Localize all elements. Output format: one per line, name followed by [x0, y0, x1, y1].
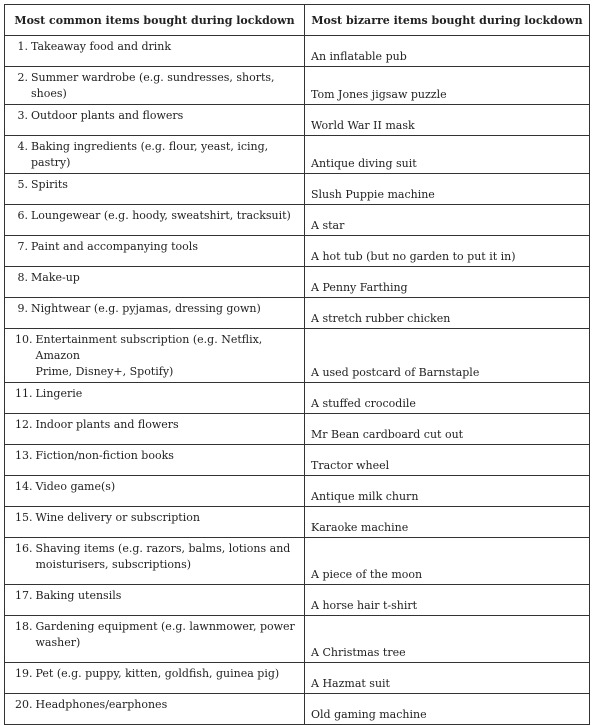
item-number: 17. — [15, 589, 33, 602]
item-number: 10. — [15, 333, 33, 346]
common-item-label: Entertainment subscription (e.g. Netflix, Amazon — [35, 333, 263, 362]
bizarre-item-cell: A star — [305, 205, 590, 236]
common-item-cell — [5, 136, 305, 174]
common-item-label: Baking utensils — [35, 589, 122, 602]
header-common-items: Most common items bought during lockdown — [5, 5, 305, 36]
common-item-cell — [5, 298, 305, 329]
bizarre-item-cell: A Hazmat suit — [305, 663, 590, 694]
lockdown-items-table-container — [4, 4, 590, 725]
common-item — [15, 332, 298, 380]
bizarre-item-cell: A used postcard of Barnstaple — [305, 329, 590, 383]
common-item-cell — [5, 105, 305, 136]
table-row — [5, 267, 590, 298]
item-number: 12. — [15, 418, 33, 431]
header-bizarre-items: Most bizarre items bought during lockdown — [305, 5, 590, 36]
common-item — [15, 417, 298, 433]
common-item-cell — [5, 538, 305, 585]
item-number: 4. — [17, 140, 28, 153]
bizarre-item-cell: A Penny Farthing — [305, 267, 590, 298]
common-item-label: Summer wardrobe (e.g. sundresses, shorts, shoes) — [31, 71, 275, 100]
common-item-cell — [5, 694, 305, 725]
item-number: 14. — [15, 480, 33, 493]
item-number: 8. — [17, 271, 28, 284]
table-row — [5, 585, 590, 616]
table-row — [5, 538, 590, 585]
common-item-cell — [5, 383, 305, 414]
common-item-cell — [5, 329, 305, 383]
item-number: 2. — [17, 71, 28, 84]
common-item-text — [31, 208, 298, 224]
item-number: 15. — [15, 511, 33, 524]
table-row — [5, 329, 590, 383]
item-number: 9. — [17, 302, 28, 315]
common-item-cell — [5, 663, 305, 694]
common-item — [15, 448, 298, 464]
common-item-label: Pet (e.g. puppy, kitten, goldfish, guinea pig) — [35, 667, 280, 680]
item-number: 19. — [15, 667, 33, 680]
common-item-text — [31, 139, 298, 171]
common-item — [15, 588, 298, 604]
common-item — [15, 301, 298, 317]
common-item — [15, 139, 298, 171]
common-item — [15, 479, 298, 495]
table-row — [5, 663, 590, 694]
common-item-text — [31, 70, 298, 102]
common-item-label: Nightwear (e.g. pyjamas, dressing gown) — [31, 302, 261, 315]
item-number: 13. — [15, 449, 33, 462]
item-number: 11. — [15, 387, 33, 400]
item-number: 6. — [17, 209, 28, 222]
item-number: 5. — [17, 178, 28, 191]
common-item-label: Make-up — [31, 271, 80, 284]
common-item-text — [31, 177, 298, 193]
common-item — [15, 39, 298, 55]
table-row — [5, 205, 590, 236]
common-item — [15, 208, 298, 224]
common-item-cell — [5, 36, 305, 67]
common-item-label: Outdoor plants and flowers — [31, 109, 184, 122]
common-item-cell — [5, 267, 305, 298]
common-item-text — [36, 541, 299, 573]
common-item-text — [36, 619, 299, 651]
common-item-label-continued: Prime, Disney+, Spotify) — [35, 365, 174, 378]
common-item-text — [31, 239, 298, 255]
item-number: 18. — [15, 620, 33, 633]
common-item-cell — [5, 67, 305, 105]
common-item-label: Paint and accompanying tools — [31, 240, 198, 253]
common-item-text — [31, 108, 298, 124]
table-row — [5, 445, 590, 476]
common-item-label: Baking ingredients (e.g. flour, yeast, icing, pastry) — [31, 140, 269, 169]
common-item-cell — [5, 585, 305, 616]
common-item-cell — [5, 205, 305, 236]
table-row — [5, 414, 590, 445]
common-item — [15, 239, 298, 255]
common-item-cell — [5, 414, 305, 445]
table-row — [5, 616, 590, 663]
common-item-text — [31, 39, 298, 55]
common-item-text — [36, 510, 299, 526]
common-item-label: Lingerie — [35, 387, 83, 400]
common-item-label: Fiction/non-fiction books — [35, 449, 174, 462]
common-item-label: Video game(s) — [35, 480, 116, 493]
bizarre-item-cell: A hot tub (but no garden to put it in) — [305, 236, 590, 267]
common-item-label: Spirits — [31, 178, 68, 191]
common-item — [15, 386, 298, 402]
table-row — [5, 36, 590, 67]
table-row — [5, 174, 590, 205]
common-item-label: Shaving items (e.g. razors, balms, lotions and — [35, 542, 291, 555]
common-item-label-continued: moisturisers, subscriptions) — [35, 558, 192, 571]
common-item — [15, 270, 298, 286]
item-number: 7. — [17, 240, 28, 253]
common-item-text — [31, 301, 298, 317]
item-number: 20. — [15, 698, 33, 711]
bizarre-item-cell: An inflatable pub — [305, 36, 590, 67]
common-item — [15, 697, 298, 713]
common-item-cell — [5, 507, 305, 538]
common-item-cell — [5, 174, 305, 205]
table-row — [5, 67, 590, 105]
common-item-cell — [5, 236, 305, 267]
common-item-text — [36, 666, 299, 682]
common-item-text — [36, 332, 299, 380]
common-item-text — [36, 588, 299, 604]
common-item-label-continued: washer) — [35, 636, 81, 649]
common-item — [15, 510, 298, 526]
common-item-text — [36, 479, 299, 495]
common-item-text — [36, 417, 299, 433]
common-item — [15, 70, 298, 102]
table-row — [5, 136, 590, 174]
common-item-text — [36, 448, 299, 464]
bizarre-item-cell: A Christmas tree — [305, 616, 590, 663]
bizarre-item-cell: Mr Bean cardboard cut out — [305, 414, 590, 445]
common-item — [15, 108, 298, 124]
table-row — [5, 298, 590, 329]
common-item-label: Gardening equipment (e.g. lawnmower, power — [35, 620, 295, 633]
table-row — [5, 694, 590, 725]
bizarre-item-cell: Karaoke machine — [305, 507, 590, 538]
common-item-label: Takeaway food and drink — [31, 40, 172, 53]
common-item-label: Headphones/earphones — [35, 698, 168, 711]
common-item — [15, 666, 298, 682]
common-item-label: Loungewear (e.g. hoody, sweatshirt, tracksuit) — [31, 209, 291, 222]
bizarre-item-cell: World War II mask — [305, 105, 590, 136]
common-item-label: Indoor plants and flowers — [35, 418, 179, 431]
common-item — [15, 619, 298, 651]
common-item — [15, 177, 298, 193]
common-item-text — [36, 386, 299, 402]
bizarre-item-cell: A horse hair t-shirt — [305, 585, 590, 616]
table-row — [5, 507, 590, 538]
common-item-label: Wine delivery or subscription — [35, 511, 200, 524]
common-item-text — [31, 270, 298, 286]
table-row — [5, 105, 590, 136]
bizarre-item-cell: Antique diving suit — [305, 136, 590, 174]
table-body — [5, 36, 590, 725]
common-item — [15, 541, 298, 573]
item-number: 16. — [15, 542, 33, 555]
bizarre-item-cell: Tractor wheel — [305, 445, 590, 476]
common-item-cell — [5, 476, 305, 507]
common-item-cell — [5, 445, 305, 476]
table-header-row — [5, 5, 590, 36]
item-number: 1. — [17, 40, 28, 53]
lockdown-items-table — [4, 4, 590, 725]
table-row — [5, 236, 590, 267]
bizarre-item-cell: A piece of the moon — [305, 538, 590, 585]
bizarre-item-cell: Old gaming machine — [305, 694, 590, 725]
bizarre-item-cell: Slush Puppie machine — [305, 174, 590, 205]
table-row — [5, 383, 590, 414]
bizarre-item-cell: Antique milk churn — [305, 476, 590, 507]
common-item-text — [36, 697, 299, 713]
bizarre-item-cell: A stuffed crocodile — [305, 383, 590, 414]
table-row — [5, 476, 590, 507]
bizarre-item-cell: A stretch rubber chicken — [305, 298, 590, 329]
item-number: 3. — [17, 109, 28, 122]
common-item-cell — [5, 616, 305, 663]
bizarre-item-cell: Tom Jones jigsaw puzzle — [305, 67, 590, 105]
